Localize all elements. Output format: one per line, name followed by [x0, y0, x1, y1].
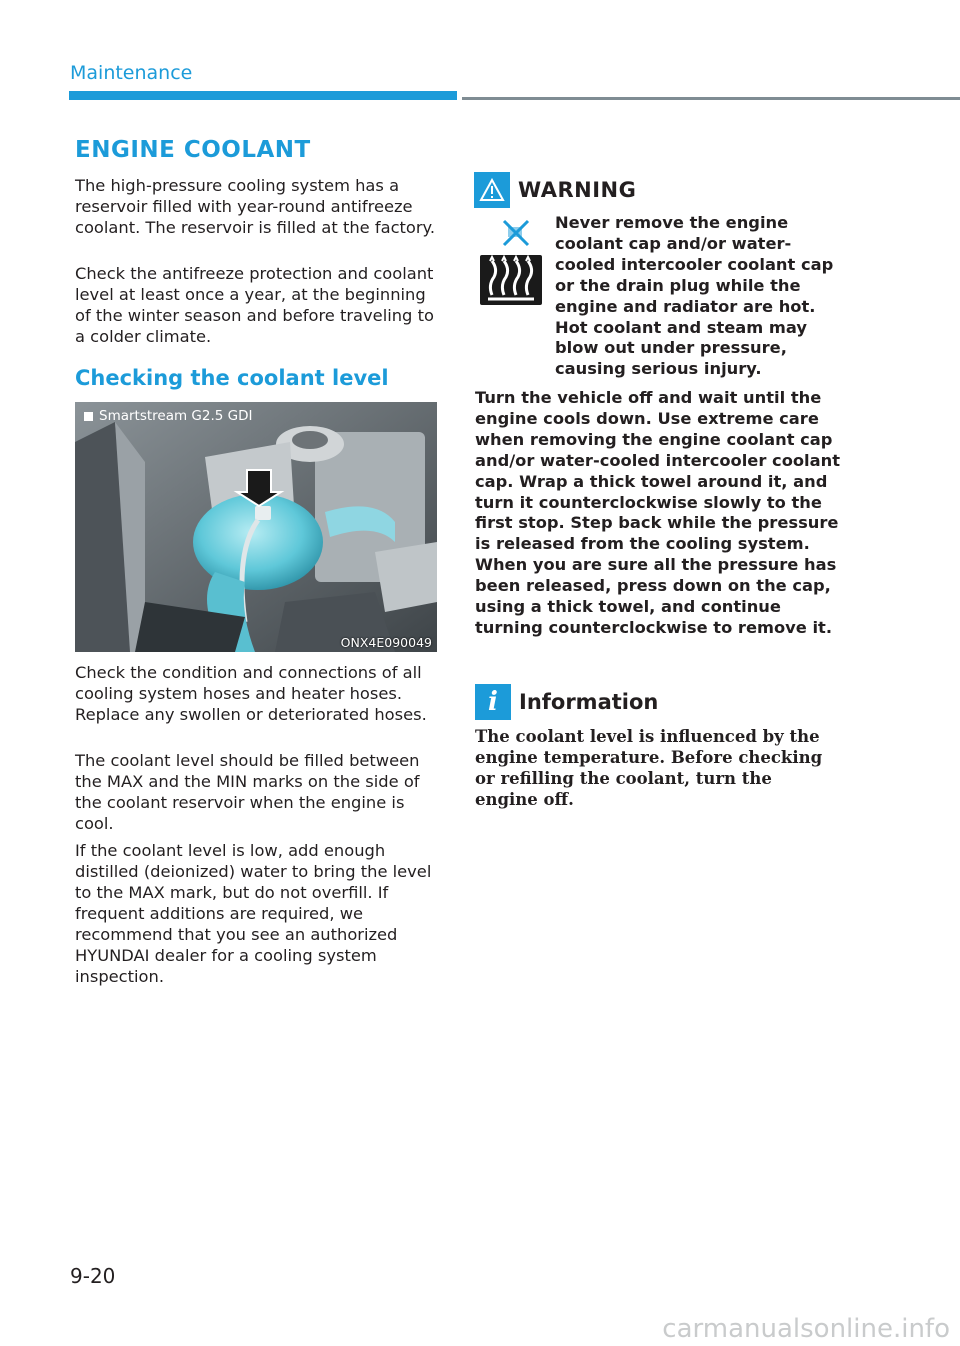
information-body: The coolant level is influenced by the engine temperature. Before checking or refilling the coolant, turn the engine off. [475, 727, 823, 809]
page-number: 9-20 [70, 1264, 116, 1288]
figure-code: ONX4E090049 [340, 635, 432, 650]
warning-title: WARNING [518, 178, 637, 202]
hot-coolant-warning-icon [478, 215, 544, 307]
warning-triangle-icon [474, 172, 510, 208]
header-rule [462, 97, 960, 100]
header-rule-accent [69, 91, 457, 100]
page-title: ENGINE COOLANT [75, 137, 311, 163]
engine-label: Smartstream G2.5 GDI [99, 408, 253, 424]
section-subtitle: Checking the coolant level [75, 366, 389, 390]
body-paragraph-1: Check the condition and connections of all cooling system hoses and heater hoses. Replace any swollen or deteriorated hoses. [75, 663, 427, 724]
photo-caption [84, 408, 253, 424]
engine-bay-illustration [75, 402, 437, 652]
body-paragraph-3: If the coolant level is low, add enough distilled (deionized) water to bring the level to the MAX mark, but do not overfill. If frequent additions are required, we recommend that you see an authorized HYUNDAI dealer for a cooling system inspection. [75, 841, 432, 986]
body-paragraph-2: The coolant level should be filled between the MAX and the MIN marks on the side of the coolant reservoir when the engine is cool. [75, 751, 420, 833]
information-header [475, 684, 658, 720]
section-label: Maintenance [70, 62, 193, 84]
square-bullet-icon [84, 412, 93, 421]
information-icon: i [475, 684, 511, 720]
engine-bay-photo [75, 402, 437, 652]
intro-paragraph-2: Check the antifreeze protection and coolant level at least once a year, at the beginning of the winter season and before traveling to a colder climate. [75, 264, 434, 346]
warning-body: Turn the vehicle off and wait until the engine cools down. Use extreme care when removing the engine coolant cap and/or water-cooled intercooler coolant cap. Wrap a thick towel around it, and turn it counterclockwise slowly to the first stop. Step back while the pressure is released from the cooling system. When you are sure all the pressure has been released, press down on the cap, using a thick towel, and continue turning counterclockwise to remove it. [475, 388, 841, 637]
information-title: Information [519, 690, 659, 714]
warning-summary: Never remove the engine coolant cap and/or water-cooled intercooler coolant cap or the drain plug while the engine and radiator are hot. Hot coolant and steam may blow out under pressure, causing serious injury. [555, 213, 834, 379]
intro-paragraph-1: The high-pressure cooling system has a reservoir filled with year-round antifreeze coolant. The reservoir is filled at the factory. [75, 176, 436, 237]
warning-header [474, 172, 636, 208]
watermark: carmanualsonline.info [662, 1314, 950, 1344]
